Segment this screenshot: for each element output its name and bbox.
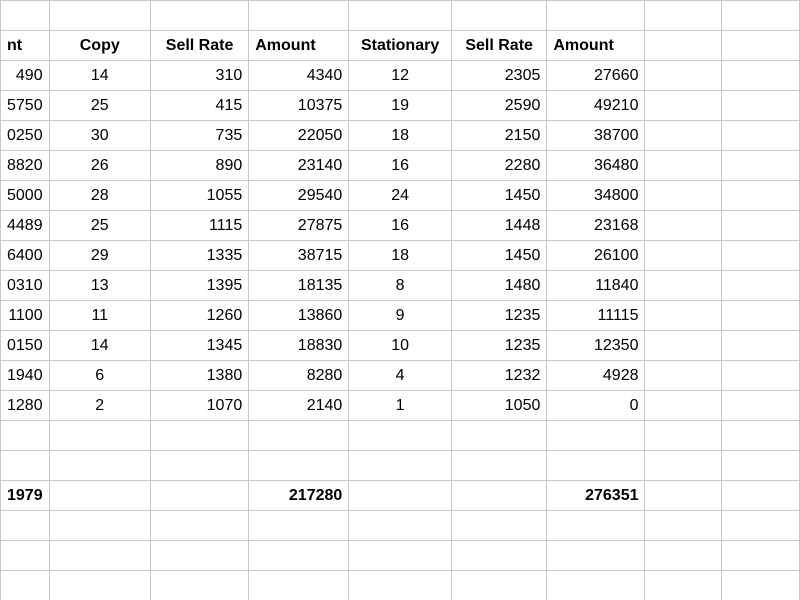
cell-sell-rate-stationary[interactable]: 1235: [451, 331, 546, 361]
cell-amount-copy[interactable]: 4340: [249, 61, 349, 91]
cell-empty-2[interactable]: [722, 301, 800, 331]
cell[interactable]: [722, 541, 800, 571]
cell-empty-1[interactable]: [645, 181, 722, 211]
cell[interactable]: [1, 511, 50, 541]
cell-stationary[interactable]: 1: [349, 391, 452, 421]
cell-empty-2[interactable]: [722, 421, 800, 451]
cell[interactable]: [150, 1, 248, 31]
cell-empty-2[interactable]: [722, 241, 800, 271]
cell[interactable]: [645, 1, 722, 31]
table-row[interactable]: [1, 91, 800, 121]
column-header-sell-rate-stationary[interactable]: Sell Rate: [451, 31, 546, 61]
cell-empty-2[interactable]: [722, 391, 800, 421]
cell-sell-rate-stationary[interactable]: 1448: [451, 211, 546, 241]
column-header-amount-stationary[interactable]: Amount: [547, 31, 645, 61]
cell-stationary[interactable]: 24: [349, 181, 452, 211]
table-row[interactable]: [1, 61, 800, 91]
cell-copy[interactable]: 29: [49, 241, 150, 271]
cell-empty-2[interactable]: [722, 451, 800, 481]
table-row[interactable]: [1, 361, 800, 391]
cell-empty-1[interactable]: [645, 271, 722, 301]
cell-amount-stationary[interactable]: 34800: [547, 181, 645, 211]
cell-amount-stationary[interactable]: [547, 451, 645, 481]
cell-amount-prev[interactable]: 4489: [1, 211, 50, 241]
cell-empty-1[interactable]: [645, 331, 722, 361]
table-row[interactable]: [1, 301, 800, 331]
column-header-amount-clipped[interactable]: nt: [1, 31, 50, 61]
table-header-row[interactable]: [1, 31, 800, 61]
cell-amount-prev[interactable]: 490: [1, 61, 50, 91]
cell-amount-copy[interactable]: 18135: [249, 271, 349, 301]
cell[interactable]: [49, 571, 150, 600]
cell-amount-stationary[interactable]: 27660: [547, 61, 645, 91]
cell-copy[interactable]: 6: [49, 361, 150, 391]
total-copy[interactable]: [49, 481, 150, 511]
cell[interactable]: [645, 511, 722, 541]
cell-amount-copy[interactable]: [249, 421, 349, 451]
table-row[interactable]: [1, 1, 800, 31]
cell-copy[interactable]: 28: [49, 181, 150, 211]
cell-sell-rate-copy[interactable]: 1345: [150, 331, 248, 361]
table-row[interactable]: [1, 541, 800, 571]
cell-empty-2[interactable]: [722, 361, 800, 391]
cell[interactable]: [722, 571, 800, 600]
cell-empty-1[interactable]: [645, 211, 722, 241]
cell-amount-prev[interactable]: 0150: [1, 331, 50, 361]
column-header-empty-2[interactable]: [722, 31, 800, 61]
total-amount-stationary[interactable]: 276351: [547, 481, 645, 511]
cell-amount-prev[interactable]: 6400: [1, 241, 50, 271]
cell-empty-2[interactable]: [722, 181, 800, 211]
cell-empty-2[interactable]: [722, 211, 800, 241]
cell-stationary[interactable]: 9: [349, 301, 452, 331]
cell-amount-copy[interactable]: 29540: [249, 181, 349, 211]
cell-empty-1[interactable]: [645, 61, 722, 91]
cell-amount-stationary[interactable]: 12350: [547, 331, 645, 361]
cell-stationary[interactable]: [349, 451, 452, 481]
cell-sell-rate-copy[interactable]: 1260: [150, 301, 248, 331]
cell-amount-copy[interactable]: 13860: [249, 301, 349, 331]
cell-sell-rate-stationary[interactable]: 2280: [451, 151, 546, 181]
cell[interactable]: [722, 1, 800, 31]
cell-amount-prev[interactable]: 1100: [1, 301, 50, 331]
cell[interactable]: [1, 1, 50, 31]
cell-empty-1[interactable]: [645, 151, 722, 181]
cell-sell-rate-copy[interactable]: [150, 451, 248, 481]
cell-amount-copy[interactable]: 2140: [249, 391, 349, 421]
cell-empty-1[interactable]: [645, 361, 722, 391]
cell-sell-rate-copy[interactable]: 1395: [150, 271, 248, 301]
cell-empty-2[interactable]: [722, 61, 800, 91]
cell[interactable]: [547, 571, 645, 600]
cell-sell-rate-copy[interactable]: 1070: [150, 391, 248, 421]
cell-empty-1[interactable]: [645, 241, 722, 271]
table-row[interactable]: [1, 421, 800, 451]
cell[interactable]: [49, 511, 150, 541]
cell-sell-rate-stationary[interactable]: [451, 421, 546, 451]
cell-amount-stationary[interactable]: 4928: [547, 361, 645, 391]
cell-amount-prev[interactable]: 8820: [1, 151, 50, 181]
cell-stationary[interactable]: 12: [349, 61, 452, 91]
cell-sell-rate-copy[interactable]: 1055: [150, 181, 248, 211]
cell-amount-copy[interactable]: 18830: [249, 331, 349, 361]
cell-copy[interactable]: 11: [49, 301, 150, 331]
cell[interactable]: [1, 571, 50, 600]
cell-amount-prev[interactable]: 5750: [1, 91, 50, 121]
cell-amount-stationary[interactable]: 11115: [547, 301, 645, 331]
cell-stationary[interactable]: 8: [349, 271, 452, 301]
cell-amount-prev[interactable]: 1280: [1, 391, 50, 421]
cell[interactable]: [547, 1, 645, 31]
cell-amount-copy[interactable]: 23140: [249, 151, 349, 181]
cell[interactable]: [645, 571, 722, 600]
cell-sell-rate-copy[interactable]: 735: [150, 121, 248, 151]
total-stationary[interactable]: [349, 481, 452, 511]
table-row[interactable]: [1, 511, 800, 541]
cell-stationary[interactable]: 19: [349, 91, 452, 121]
cell-amount-copy[interactable]: 10375: [249, 91, 349, 121]
table-row[interactable]: [1, 451, 800, 481]
cell[interactable]: [451, 541, 546, 571]
total-sell-rate-stationary[interactable]: [451, 481, 546, 511]
cell[interactable]: [49, 541, 150, 571]
cell-sell-rate-copy[interactable]: 1335: [150, 241, 248, 271]
table-row[interactable]: [1, 151, 800, 181]
column-header-empty-1[interactable]: [645, 31, 722, 61]
cell-copy[interactable]: 14: [49, 61, 150, 91]
cell[interactable]: [349, 541, 452, 571]
cell[interactable]: [49, 1, 150, 31]
total-empty-2[interactable]: [722, 481, 800, 511]
cell-amount-stationary[interactable]: 36480: [547, 151, 645, 181]
table-row[interactable]: [1, 571, 800, 600]
cell-stationary[interactable]: 10: [349, 331, 452, 361]
column-header-stationary[interactable]: Stationary: [349, 31, 452, 61]
cell-amount-copy[interactable]: [249, 451, 349, 481]
cell-sell-rate-copy[interactable]: 1115: [150, 211, 248, 241]
cell-stationary[interactable]: 18: [349, 241, 452, 271]
cell-amount-copy[interactable]: 27875: [249, 211, 349, 241]
cell-sell-rate-copy[interactable]: 890: [150, 151, 248, 181]
cell-stationary[interactable]: [349, 421, 452, 451]
cell[interactable]: [150, 571, 248, 600]
cell-copy[interactable]: 2: [49, 391, 150, 421]
cell-copy[interactable]: [49, 451, 150, 481]
table-totals-row[interactable]: [1, 481, 800, 511]
total-amount-copy[interactable]: 217280: [249, 481, 349, 511]
cell[interactable]: [249, 511, 349, 541]
cell-amount-copy[interactable]: 8280: [249, 361, 349, 391]
cell-amount-prev[interactable]: 5000: [1, 181, 50, 211]
cell-copy[interactable]: 30: [49, 121, 150, 151]
cell-sell-rate-stationary[interactable]: 2590: [451, 91, 546, 121]
cell[interactable]: [349, 511, 452, 541]
cell-amount-copy[interactable]: 22050: [249, 121, 349, 151]
cell-amount-stationary[interactable]: [547, 421, 645, 451]
cell-amount-stationary[interactable]: 26100: [547, 241, 645, 271]
cell-sell-rate-stationary[interactable]: [451, 451, 546, 481]
cell[interactable]: [451, 571, 546, 600]
cell-sell-rate-copy[interactable]: 310: [150, 61, 248, 91]
cell[interactable]: [1, 541, 50, 571]
cell-empty-2[interactable]: [722, 91, 800, 121]
cell-sell-rate-copy[interactable]: [150, 421, 248, 451]
cell[interactable]: [722, 511, 800, 541]
table-row[interactable]: [1, 211, 800, 241]
table-row[interactable]: [1, 331, 800, 361]
cell-stationary[interactable]: 18: [349, 121, 452, 151]
table-row[interactable]: [1, 391, 800, 421]
cell-copy[interactable]: 13: [49, 271, 150, 301]
cell-stationary[interactable]: 16: [349, 151, 452, 181]
cell-amount-stationary[interactable]: 23168: [547, 211, 645, 241]
table-row[interactable]: [1, 271, 800, 301]
cell-sell-rate-stationary[interactable]: 2150: [451, 121, 546, 151]
cell[interactable]: [249, 571, 349, 600]
cell-empty-1[interactable]: [645, 121, 722, 151]
table-row[interactable]: [1, 241, 800, 271]
total-sell-rate-copy[interactable]: [150, 481, 248, 511]
cell-sell-rate-copy[interactable]: 415: [150, 91, 248, 121]
cell-empty-1[interactable]: [645, 451, 722, 481]
cell-copy[interactable]: 26: [49, 151, 150, 181]
cell-stationary[interactable]: 16: [349, 211, 452, 241]
cell-amount-prev[interactable]: 1940: [1, 361, 50, 391]
cell-amount-stationary[interactable]: 49210: [547, 91, 645, 121]
total-amount-prev[interactable]: 1979: [1, 481, 50, 511]
cell[interactable]: [249, 541, 349, 571]
total-empty-1[interactable]: [645, 481, 722, 511]
cell-empty-1[interactable]: [645, 301, 722, 331]
cell-copy[interactable]: 25: [49, 91, 150, 121]
cell[interactable]: [645, 541, 722, 571]
cell-copy[interactable]: 25: [49, 211, 150, 241]
cell-amount-prev[interactable]: 0250: [1, 121, 50, 151]
column-header-amount-copy[interactable]: Amount: [249, 31, 349, 61]
cell-sell-rate-stationary[interactable]: 1450: [451, 241, 546, 271]
cell[interactable]: [547, 541, 645, 571]
cell-empty-2[interactable]: [722, 331, 800, 361]
cell-sell-rate-stationary[interactable]: 1480: [451, 271, 546, 301]
cell[interactable]: [451, 1, 546, 31]
cell[interactable]: [349, 571, 452, 600]
cell[interactable]: [249, 1, 349, 31]
cell-sell-rate-stationary[interactable]: 1232: [451, 361, 546, 391]
cell-amount-copy[interactable]: 38715: [249, 241, 349, 271]
cell-empty-1[interactable]: [645, 391, 722, 421]
cell-sell-rate-stationary[interactable]: 1450: [451, 181, 546, 211]
cell-amount-stationary[interactable]: 0: [547, 391, 645, 421]
cell[interactable]: [150, 511, 248, 541]
cell-amount-prev[interactable]: 0310: [1, 271, 50, 301]
cell-amount-prev[interactable]: [1, 421, 50, 451]
cell[interactable]: [150, 541, 248, 571]
cell-empty-1[interactable]: [645, 91, 722, 121]
cell[interactable]: [547, 511, 645, 541]
cell-sell-rate-stationary[interactable]: 2305: [451, 61, 546, 91]
cell-empty-1[interactable]: [645, 421, 722, 451]
cell-amount-stationary[interactable]: 11840: [547, 271, 645, 301]
table-row[interactable]: [1, 121, 800, 151]
cell-amount-prev[interactable]: [1, 451, 50, 481]
cell-empty-2[interactable]: [722, 271, 800, 301]
cell[interactable]: [349, 1, 452, 31]
cell-sell-rate-stationary[interactable]: 1050: [451, 391, 546, 421]
cell-empty-2[interactable]: [722, 151, 800, 181]
cell-copy[interactable]: [49, 421, 150, 451]
cell-sell-rate-copy[interactable]: 1380: [150, 361, 248, 391]
column-header-sell-rate-copy[interactable]: Sell Rate: [150, 31, 248, 61]
cell[interactable]: [451, 511, 546, 541]
cell-empty-2[interactable]: [722, 121, 800, 151]
cell-stationary[interactable]: 4: [349, 361, 452, 391]
cell-sell-rate-stationary[interactable]: 1235: [451, 301, 546, 331]
table-row[interactable]: [1, 181, 800, 211]
column-header-copy[interactable]: Copy: [49, 31, 150, 61]
cell-copy[interactable]: 14: [49, 331, 150, 361]
cell-amount-stationary[interactable]: 38700: [547, 121, 645, 151]
